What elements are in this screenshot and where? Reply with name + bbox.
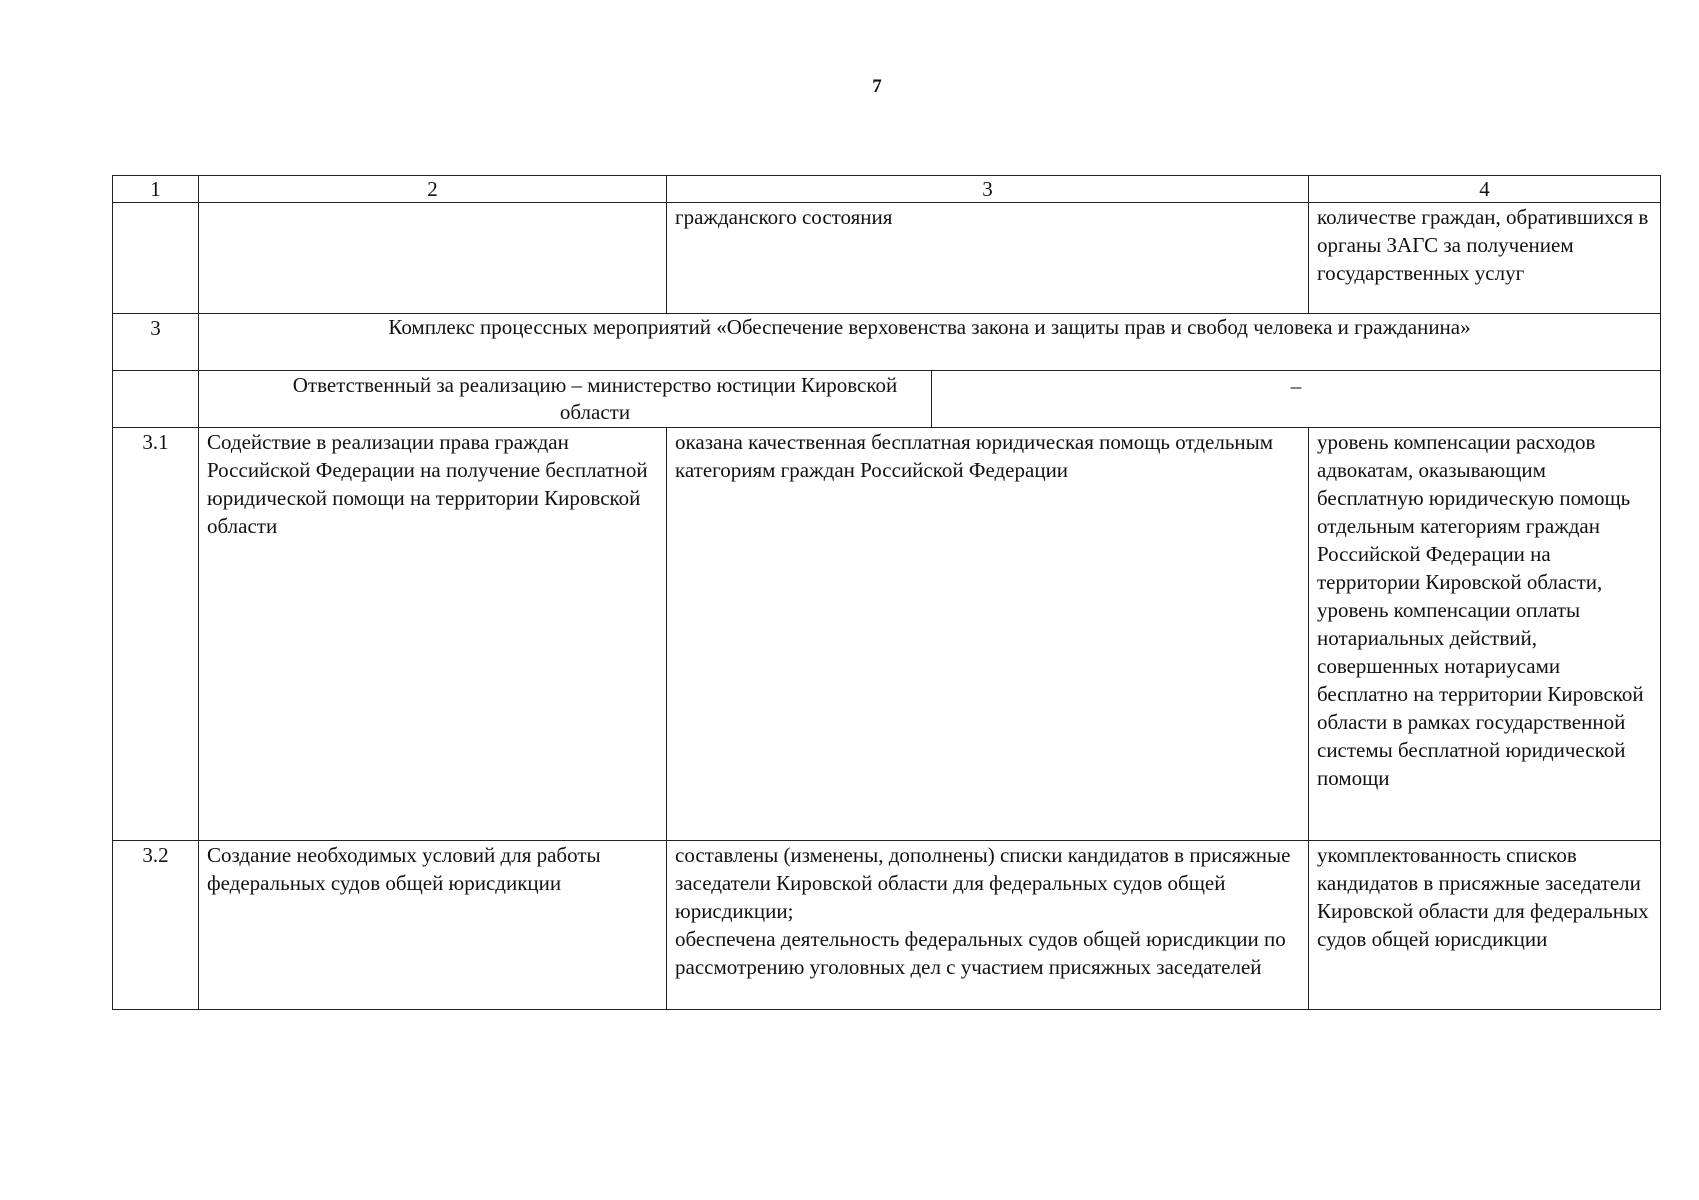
section-title bbox=[199, 314, 1661, 371]
table-header-row bbox=[113, 176, 1661, 203]
continuation-row bbox=[113, 203, 1661, 314]
responsible-executor: Ответственный за реализацию – министерство юстиции Кировской области bbox=[199, 371, 932, 427]
row-task: Содействие в реализации права граждан Российской Федерации на получение бесплатной юридической помощи на территории Кировской области bbox=[199, 428, 667, 841]
table-row bbox=[113, 428, 1661, 841]
responsible-cell bbox=[199, 371, 1661, 428]
column-header-1: 1 bbox=[113, 176, 199, 203]
section-title-text: Комплекс процессных мероприятий «Обеспечение верховенства закона и защиты прав и свобод человека и гражданина» bbox=[388, 315, 1471, 339]
page-number: 7 bbox=[872, 76, 882, 97]
row-task: Создание необходимых условий для работы федеральных судов общей юрисдикции bbox=[199, 841, 667, 1010]
section-row bbox=[113, 314, 1661, 371]
row-result bbox=[667, 841, 1309, 1010]
continuation-number-cell bbox=[113, 203, 199, 314]
section-number: 3 bbox=[113, 314, 199, 371]
row-number: 3.1 bbox=[113, 428, 199, 841]
table-row bbox=[113, 841, 1661, 1010]
column-header-3: 3 bbox=[667, 176, 1309, 203]
responsible-coexecutor: – bbox=[1290, 374, 1302, 398]
row-result-line-1: составлены (изменены, дополнены) списки кандидатов в присяжные заседатели Кировской области для федеральных судов общей юрисдикции; bbox=[675, 843, 1291, 923]
row-result-line-2: обеспечена деятельность федеральных судов общей юрисдикции по рассмотрению уголовных дел с участием присяжных заседателей bbox=[675, 927, 1286, 979]
row-indicator: укомплектованность списков кандидатов в присяжные заседатели Кировской области для федеральных судов общей юрисдикции bbox=[1309, 841, 1661, 1010]
continuation-task-cell bbox=[199, 203, 667, 314]
row-number: 3.2 bbox=[113, 841, 199, 1010]
responsible-row bbox=[113, 371, 1661, 428]
column-header-4: 4 bbox=[1309, 176, 1661, 203]
responsible-number-cell bbox=[113, 371, 199, 428]
column-header-2: 2 bbox=[199, 176, 667, 203]
row-indicator: уровень компенсации расходов адвокатам, оказывающим бесплатную юридическую помощь отдельным категориям граждан Российской Федерации на территории Кировской области, уровень компенсации оплаты нотариальных действий, совершенных нотариусами бесплатно на территории Кировской области в рамках государственной системы бесплатной юридической помощи bbox=[1309, 428, 1661, 841]
continuation-result-cell: гражданского состояния bbox=[667, 203, 1309, 314]
continuation-indicator-cell: количестве граждан, обратившихся в органы ЗАГС за получением государственных услуг bbox=[1309, 203, 1661, 314]
measures-table bbox=[112, 175, 1661, 1010]
row-result: оказана качественная бесплатная юридическая помощь отдельным категориям граждан Российской Федерации bbox=[667, 428, 1309, 841]
